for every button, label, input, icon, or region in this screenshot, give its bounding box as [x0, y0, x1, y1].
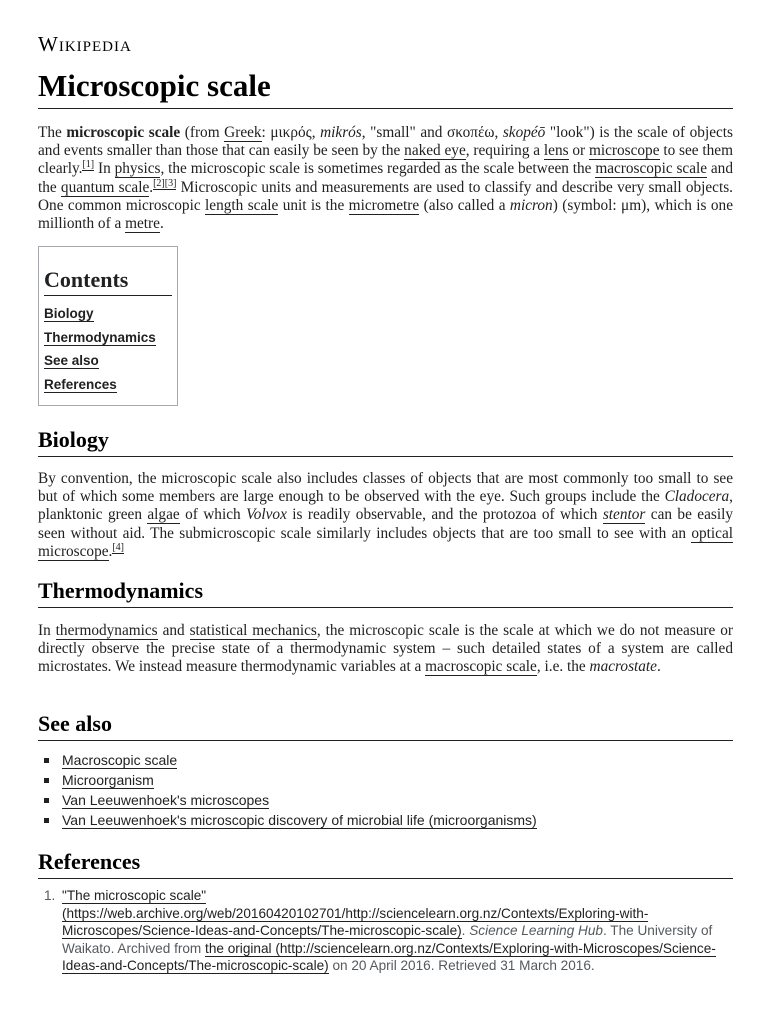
see-also-link[interactable]: Van Leeuwenhoek's microscopic discovery of microbial life (microorganisms) [62, 812, 537, 828]
text: unit is the [278, 196, 349, 214]
toc-item-thermodynamics[interactable] [44, 326, 177, 350]
text: By convention, the microscopic scale also includes classes of objects that are most commonly too small to see but of which some members are large enough to be observed with the eye. Such groups include the [38, 470, 733, 506]
italic-term: macrostate [589, 658, 657, 676]
list-item[interactable] [38, 790, 733, 810]
bold-term: microscopic scale [66, 124, 181, 141]
text: and [157, 622, 190, 639]
text: . [461, 923, 470, 938]
reference-original-link[interactable]: the original (http://sciencelearn.org.nz/Contexts/Exploring-with-Microscopes/Science-Ideas-and-Concepts/The-microscopic-scale) [62, 940, 716, 973]
section-heading-thermodynamics: Thermodynamics [38, 577, 733, 608]
text: , i.e. the [536, 658, 590, 676]
biology-paragraph [38, 470, 733, 561]
see-also-link[interactable]: Macroscopic scale [62, 752, 178, 768]
italic-term: micron [509, 196, 553, 214]
text: and the [38, 160, 733, 196]
toc-item-label[interactable]: See also [44, 353, 99, 368]
link-statistical-mechanics[interactable]: statistical mechanics [189, 622, 317, 639]
toc-item-label[interactable]: Biology [44, 306, 94, 321]
page-title: Microscopic scale [38, 66, 733, 109]
reference-publisher: Science Learning Hub [469, 923, 603, 938]
italic-term[interactable]: stentor [602, 506, 646, 524]
text: In [94, 160, 115, 178]
text: on 20 April 2016. Retrieved 31 March 2016. [328, 958, 595, 973]
text: , the microscopic scale is the scale at which we do not measure or directly observe the precise state of a thermodynamic system – such detailed states of a system are called microstates. We instead measure thermodynamic variables at a [38, 622, 733, 676]
table-of-contents [38, 246, 178, 406]
citation-4[interactable]: [4] [112, 541, 125, 553]
link-microscope[interactable]: microscope [588, 142, 660, 160]
citation-1[interactable]: [1] [82, 159, 95, 171]
text: or [568, 142, 589, 160]
text: , "small" and σκοπέω, [361, 124, 503, 141]
reference-item [38, 887, 733, 975]
italic-term: Volvox [246, 506, 287, 524]
link-lens[interactable]: lens [543, 142, 569, 160]
section-heading-biology: Biology [38, 426, 733, 457]
italic-term: Cladocera [664, 488, 730, 506]
link-thermodynamics[interactable]: thermodynamics [55, 622, 158, 639]
list-item[interactable] [38, 810, 733, 830]
text: , requiring a [465, 142, 544, 160]
link-micrometre[interactable]: micrometre [348, 196, 420, 214]
section-heading-see-also: See also [38, 710, 733, 741]
text: , planktonic green [38, 488, 733, 524]
text: can be easily seen without aid. The submicroscopic scale similarly includes objects that are too small to see with an [38, 506, 733, 542]
toc-item-references[interactable] [44, 373, 177, 397]
citation-3[interactable]: [3] [164, 177, 177, 189]
text: is readily observable, and the protozoa of which [286, 506, 603, 524]
italic-term: skopéō [502, 124, 546, 141]
link-quantum-scale[interactable]: quantum scale [60, 178, 150, 196]
link-length-scale[interactable]: length scale [205, 196, 279, 214]
link-optical-microscope[interactable]: optical microscope [38, 524, 733, 560]
reference-number: 1. [44, 888, 56, 903]
references-list [38, 887, 733, 975]
link-naked-eye[interactable]: naked eye [404, 142, 466, 160]
toc-item-see-also[interactable] [44, 349, 177, 373]
toc-item-label[interactable]: References [44, 376, 117, 392]
text: . [149, 178, 154, 196]
toc-list [44, 302, 177, 396]
toc-item-label[interactable]: Thermodynamics [44, 329, 156, 345]
link-macroscopic-scale[interactable]: macroscopic scale [595, 160, 708, 178]
link-physics[interactable]: physics [114, 160, 161, 178]
text: (also called a [419, 196, 510, 214]
link-greek[interactable]: Greek [224, 124, 262, 141]
italic-term: mikrós [320, 124, 362, 141]
text: ) (symbol: μm), which is one millionth of a [38, 196, 733, 233]
text: In [38, 622, 56, 639]
text: "look") is the scale of objects and events smaller than those that can easily be seen by the [38, 124, 733, 160]
intro-paragraph [38, 124, 733, 233]
reference-archive-link[interactable]: "The microscopic scale" (https://web.archive.org/web/20160420102701/http://sciencelearn.org.nz/Contexts/Exploring-with-Microscopes/Science-Ideas-and-Concepts/The-microscopic-scale) [62, 888, 649, 938]
toc-item-biology[interactable] [44, 302, 177, 326]
link-metre[interactable]: metre [125, 215, 160, 233]
see-also-link[interactable]: Microorganism [62, 772, 154, 788]
text: (from [180, 124, 225, 141]
section-heading-references: References [38, 848, 733, 879]
text: : μικρός, [261, 124, 321, 141]
text: , the microscopic scale is sometimes regarded as the scale between the [160, 160, 596, 178]
text: . [656, 658, 661, 676]
citation-2[interactable]: [2] [153, 177, 165, 189]
link-algae[interactable]: algae [147, 506, 180, 524]
text: The [38, 124, 67, 141]
link-stentor[interactable] [603, 506, 646, 524]
wikipedia-wordmark[interactable]: Wikipedia [38, 32, 132, 56]
text: Microscopic units and measurements are used to classify and describe very small objects. One common microscopic [38, 178, 733, 214]
text: . The University of Waikato. Archived from [62, 923, 713, 956]
list-item[interactable] [38, 750, 733, 770]
link-macroscopic-scale[interactable]: macroscopic scale [425, 658, 537, 676]
list-item[interactable] [38, 770, 733, 790]
see-also-list [38, 750, 733, 830]
thermodynamics-paragraph [38, 622, 733, 677]
see-also-link[interactable]: Van Leeuwenhoek's microscopes [62, 792, 270, 808]
text: . [159, 215, 164, 233]
text: of which [179, 506, 247, 524]
text: to see them clearly. [38, 142, 733, 178]
toc-title: Contents [44, 267, 172, 296]
text: . [108, 542, 113, 560]
